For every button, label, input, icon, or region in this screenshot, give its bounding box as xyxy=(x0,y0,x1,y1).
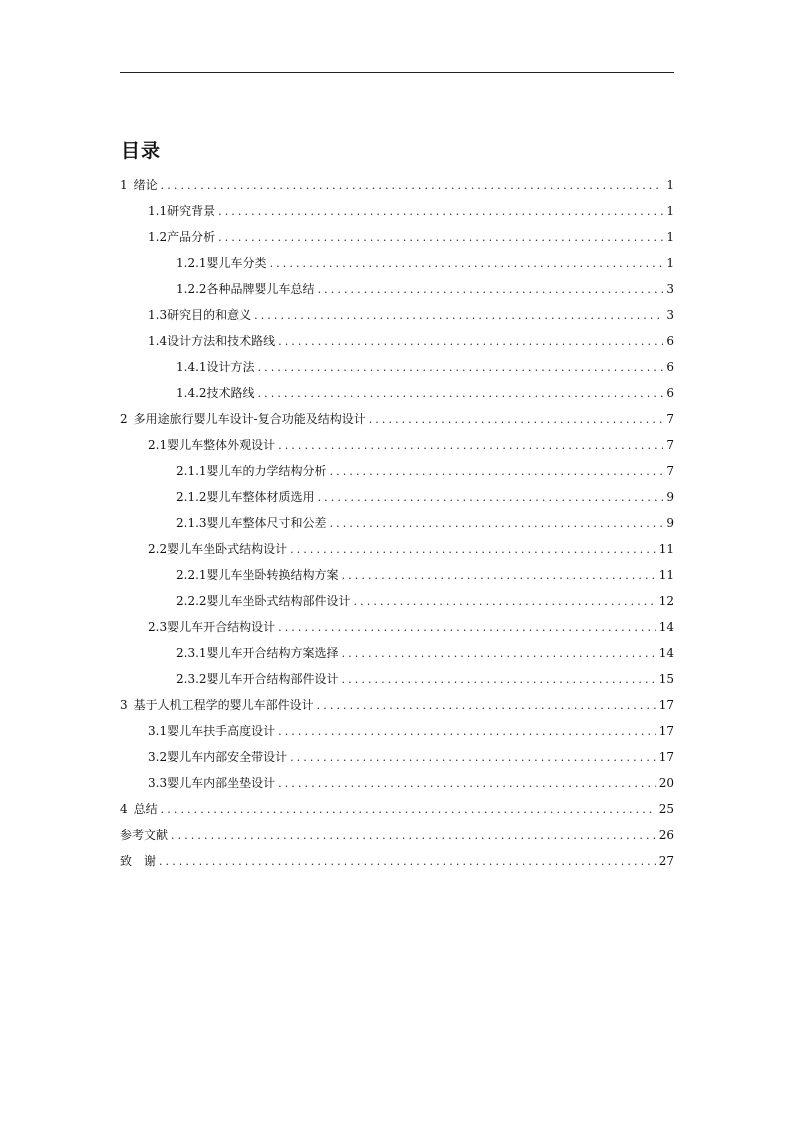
toc-entry-title: 婴儿车坐卧式结构设计 xyxy=(167,542,288,556)
toc-entry[interactable] xyxy=(120,432,674,458)
toc-entry-number: 3 xyxy=(120,698,128,712)
toc-entry-page: 27 xyxy=(658,854,674,868)
toc-entry-title: 产品分析 xyxy=(167,230,216,244)
toc-entry-title: 婴儿车坐卧式结构部件设计 xyxy=(206,594,351,608)
toc-leader-dots xyxy=(354,589,656,615)
toc-leader-dots xyxy=(290,537,656,563)
toc-entry-page: 17 xyxy=(658,698,674,712)
toc-entry-page: 3 xyxy=(666,282,674,296)
toc-entry[interactable] xyxy=(120,406,674,432)
toc-entry-page: 12 xyxy=(658,594,674,608)
toc-entry[interactable] xyxy=(120,484,674,510)
toc-entry-title: 设计方法 xyxy=(206,360,255,374)
toc-entry-number: 2.1.3 xyxy=(176,516,207,530)
toc-leader-dots xyxy=(171,823,656,849)
toc-entry-number: 1.4.2 xyxy=(176,386,207,400)
toc-entry-title: 婴儿车分类 xyxy=(206,256,267,270)
toc-entry-title: 技术路线 xyxy=(206,386,255,400)
toc-entry-number: 2.3.2 xyxy=(176,672,207,686)
toc-entry[interactable] xyxy=(120,380,674,406)
toc-entry-page: 1 xyxy=(666,178,674,192)
toc-entry-page: 26 xyxy=(658,828,674,842)
toc-leader-dots xyxy=(318,485,663,511)
toc-entry-number: 3.1 xyxy=(148,724,168,738)
toc-leader-dots xyxy=(278,719,656,745)
toc-entry[interactable] xyxy=(120,302,674,328)
toc-entry-page: 14 xyxy=(658,646,674,660)
toc-entry-page: 6 xyxy=(666,360,674,374)
toc-entry-title: 设计方法和技术路线 xyxy=(167,334,276,348)
toc-leader-dots xyxy=(290,745,656,771)
toc-entry-page: 9 xyxy=(666,490,674,504)
toc-entry-title: 婴儿车开合结构方案选择 xyxy=(206,646,339,660)
toc-leader-dots xyxy=(278,433,663,459)
toc-entry[interactable] xyxy=(120,172,674,198)
toc-entry-page: 11 xyxy=(658,542,674,556)
toc-entry[interactable] xyxy=(120,562,674,588)
toc-entry[interactable] xyxy=(120,224,674,250)
toc-leader-dots xyxy=(159,849,656,875)
toc-leader-dots xyxy=(258,381,663,407)
toc-entry-number: 3.3 xyxy=(148,776,168,790)
header-rule xyxy=(120,72,674,73)
toc-entry[interactable] xyxy=(120,666,674,692)
toc-entry-title: 研究目的和意义 xyxy=(167,308,252,322)
toc-entry-number: 4 xyxy=(120,802,128,816)
toc-entry-number: 2.1.1 xyxy=(176,464,207,478)
toc-entry-title: 婴儿车坐卧转换结构方案 xyxy=(206,568,339,582)
toc-leader-dots xyxy=(161,797,656,823)
toc-entry-number: 2.1.2 xyxy=(176,490,207,504)
toc-entry-title: 婴儿车内部安全带设计 xyxy=(167,750,288,764)
toc-entry-number: 2.1 xyxy=(148,438,168,452)
toc-leader-dots xyxy=(218,225,663,251)
toc-entry-number: 1.2 xyxy=(148,230,168,244)
toc-entry-title: 多用途旅行婴儿车设计-复合功能及结构设计 xyxy=(133,412,366,426)
toc-entry-page: 25 xyxy=(658,802,674,816)
toc-entry-title: 基于人机工程学的婴儿车部件设计 xyxy=(133,698,314,712)
toc-entry-number: 1.2.2 xyxy=(176,282,207,296)
toc-entry-page: 6 xyxy=(666,334,674,348)
toc-entry-number: 1.4 xyxy=(148,334,168,348)
toc-entry[interactable] xyxy=(120,588,674,614)
toc-entry-number: 1.4.1 xyxy=(176,360,207,374)
toc-entry[interactable] xyxy=(120,276,674,302)
toc-entry-number: 2.2 xyxy=(148,542,168,556)
toc-entry-title: 总结 xyxy=(133,802,158,816)
toc-entry-page: 1 xyxy=(666,230,674,244)
toc-entry[interactable] xyxy=(120,744,674,770)
toc-entry[interactable] xyxy=(120,770,674,796)
toc-entry-page: 15 xyxy=(658,672,674,686)
toc-leader-dots xyxy=(342,641,656,667)
toc-entry-number: 1.2.1 xyxy=(176,256,207,270)
toc-leader-dots xyxy=(330,459,663,485)
toc-leader-dots xyxy=(161,173,663,199)
toc-leader-dots xyxy=(270,251,663,277)
toc-leader-dots xyxy=(342,667,656,693)
toc-entry-number: 2.3 xyxy=(148,620,168,634)
toc-entry-title: 致 谢 xyxy=(120,854,157,868)
toc-list xyxy=(120,172,674,874)
toc-entry-title: 婴儿车开合结构设计 xyxy=(167,620,276,634)
toc-entry-number: 2.2.2 xyxy=(176,594,207,608)
toc-entry-title: 婴儿车开合结构部件设计 xyxy=(206,672,339,686)
toc-entry[interactable] xyxy=(120,692,674,718)
toc-entry-title: 研究背景 xyxy=(167,204,216,218)
toc-leader-dots xyxy=(369,407,663,433)
toc-entry-page: 7 xyxy=(666,412,674,426)
toc-entry[interactable] xyxy=(120,328,674,354)
toc-entry[interactable] xyxy=(120,510,674,536)
toc-entry-title: 婴儿车内部坐垫设计 xyxy=(167,776,276,790)
toc-entry[interactable] xyxy=(120,718,674,744)
toc-entry[interactable] xyxy=(120,640,674,666)
toc-entry[interactable] xyxy=(120,822,674,848)
toc-entry[interactable] xyxy=(120,796,674,822)
toc-entry[interactable] xyxy=(120,458,674,484)
toc-entry-title: 婴儿车的力学结构分析 xyxy=(206,464,327,478)
toc-entry-title: 婴儿车整体尺寸和公差 xyxy=(206,516,327,530)
toc-entry-page: 7 xyxy=(666,438,674,452)
toc-leader-dots xyxy=(254,303,663,329)
toc-entry-title: 婴儿车整体外观设计 xyxy=(167,438,276,452)
toc-entry-number: 1.1 xyxy=(148,204,168,218)
toc-entry-number: 2.2.1 xyxy=(176,568,207,582)
toc-entry[interactable] xyxy=(120,614,674,640)
toc-entry-page: 14 xyxy=(658,620,674,634)
toc-entry-page: 6 xyxy=(666,386,674,400)
toc-entry-number: 3.2 xyxy=(148,750,168,764)
toc-entry-number: 2 xyxy=(120,412,128,426)
toc-entry-number: 1 xyxy=(120,178,128,192)
toc-entry-page: 17 xyxy=(658,724,674,738)
toc-leader-dots xyxy=(278,771,656,797)
toc-entry-page: 1 xyxy=(666,256,674,270)
toc-entry-page: 9 xyxy=(666,516,674,530)
toc-entry-title: 各种品牌婴儿车总结 xyxy=(206,282,315,296)
toc-entry-page: 7 xyxy=(666,464,674,478)
toc-leader-dots xyxy=(318,277,663,303)
toc-entry-number: 2.3.1 xyxy=(176,646,207,660)
toc-entry-title: 参考文献 xyxy=(120,828,169,842)
toc-leader-dots xyxy=(317,693,656,719)
toc-title: 目录 xyxy=(121,140,162,162)
toc-entry[interactable] xyxy=(120,198,674,224)
toc-leader-dots xyxy=(278,329,663,355)
toc-entry-title: 婴儿车扶手高度设计 xyxy=(167,724,276,738)
toc-leader-dots xyxy=(258,355,663,381)
toc-leader-dots xyxy=(218,199,663,225)
toc-leader-dots xyxy=(342,563,656,589)
toc-entry-page: 17 xyxy=(658,750,674,764)
toc-entry[interactable] xyxy=(120,536,674,562)
toc-leader-dots xyxy=(330,511,663,537)
toc-entry-page: 3 xyxy=(666,308,674,322)
toc-entry[interactable] xyxy=(120,250,674,276)
toc-entry-page: 11 xyxy=(658,568,674,582)
toc-entry-page: 20 xyxy=(658,776,674,790)
toc-entry-page: 1 xyxy=(666,204,674,218)
toc-entry[interactable] xyxy=(120,848,674,874)
toc-entry-title: 绪论 xyxy=(133,178,158,192)
toc-leader-dots xyxy=(278,615,656,641)
toc-entry-title: 婴儿车整体材质选用 xyxy=(206,490,315,504)
toc-entry[interactable] xyxy=(120,354,674,380)
toc-entry-number: 1.3 xyxy=(148,308,168,322)
